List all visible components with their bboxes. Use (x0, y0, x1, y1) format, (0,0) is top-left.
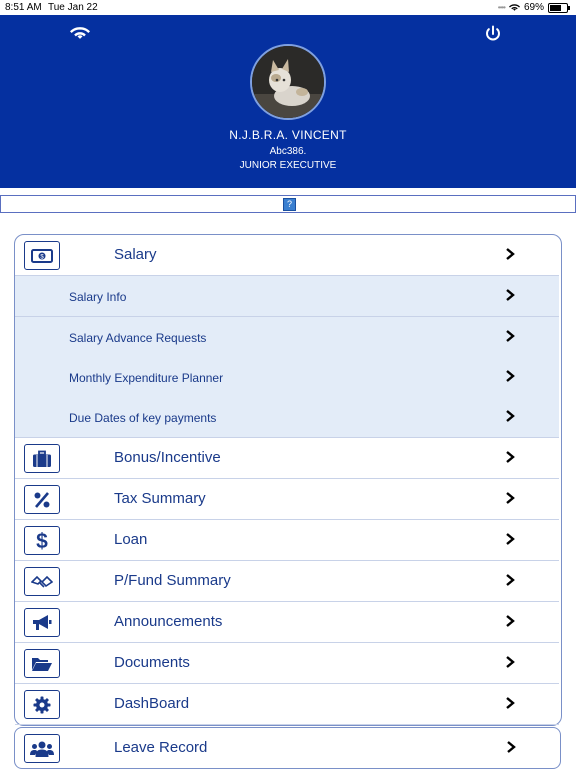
status-date: Tue Jan 22 (48, 2, 98, 13)
submenu-item-label: Due Dates of key payments (69, 411, 217, 425)
chevron-right-icon (505, 491, 515, 509)
chevron-right-icon (505, 329, 515, 347)
briefcase-icon (24, 444, 60, 473)
submenu-item-salary-info[interactable] (15, 276, 559, 317)
dollar-icon (24, 526, 60, 555)
chevron-right-icon (505, 369, 515, 387)
menu-item-tax-summary[interactable] (15, 479, 559, 520)
svg-text:$: $ (40, 254, 44, 260)
status-right (498, 2, 568, 13)
megaphone-icon (24, 608, 60, 637)
menu-item-label: Loan (114, 531, 148, 548)
status-time: 8:51 AM (5, 2, 42, 13)
power-icon[interactable] (484, 25, 502, 48)
profile-header (0, 15, 576, 188)
submenu-item-label: Salary Info (69, 290, 127, 304)
question-icon[interactable]: ? (283, 198, 296, 211)
submenu-item-label: Salary Advance Requests (69, 331, 207, 345)
submenu-item-expenditure-planner[interactable] (15, 357, 559, 398)
signal-dots-icon: •••• (497, 3, 505, 12)
chevron-right-icon (506, 740, 516, 758)
chevron-right-icon (505, 247, 515, 265)
wifi-status-icon (509, 3, 520, 12)
chevron-right-icon (505, 614, 515, 632)
menu-item-label: P/Fund Summary (114, 572, 231, 589)
chevron-right-icon (505, 573, 515, 591)
menu-item-label: Bonus/Incentive (114, 449, 221, 466)
menu-item-loan[interactable] (15, 520, 559, 561)
menu-item-pfund-summary[interactable] (15, 561, 559, 602)
submenu-item-salary-advance[interactable] (15, 317, 559, 358)
wifi-icon[interactable] (70, 25, 90, 46)
employee-name: N.J.B.R.A. VINCENT (229, 128, 347, 142)
menu-item-label: DashBoard (114, 695, 190, 712)
status-bar (0, 0, 576, 15)
percent-icon (24, 485, 60, 514)
help-bar (0, 195, 576, 213)
money-bill-icon (24, 241, 60, 270)
users-icon (24, 734, 60, 763)
svg-text:$: $ (36, 529, 48, 552)
chevron-right-icon (505, 532, 515, 550)
menu-item-label: Leave Record (114, 739, 208, 756)
submenu-item-label: Monthly Expenditure Planner (69, 371, 224, 385)
employee-code: Abc386. (269, 146, 307, 157)
avatar[interactable] (250, 44, 326, 120)
chevron-right-icon (505, 409, 515, 427)
battery-percent: 69% (523, 2, 544, 13)
handshake-icon (24, 567, 60, 596)
menu-item-leave-record[interactable] (14, 727, 561, 769)
menu-item-documents[interactable] (15, 643, 559, 684)
chevron-right-icon (505, 288, 515, 306)
chevron-right-icon (505, 696, 515, 714)
battery-icon (548, 3, 568, 13)
folder-open-icon (24, 649, 60, 678)
menu-item-announcements[interactable] (15, 602, 559, 643)
employee-role: JUNIOR EXECUTIVE (239, 160, 337, 171)
cat-photo (252, 46, 324, 118)
menu-item-label: Documents (114, 654, 190, 671)
menu-item-salary[interactable] (15, 235, 559, 276)
chevron-right-icon (505, 450, 515, 468)
gear-icon (24, 690, 60, 719)
menu-item-dashboard[interactable] (15, 684, 559, 725)
submenu-item-due-dates[interactable] (15, 397, 559, 438)
menu-item-label: Salary (114, 246, 157, 263)
menu-item-label: Tax Summary (114, 490, 206, 507)
chevron-right-icon (505, 655, 515, 673)
menu-item-bonus[interactable] (15, 438, 559, 479)
menu-item-label: Announcements (114, 613, 223, 630)
